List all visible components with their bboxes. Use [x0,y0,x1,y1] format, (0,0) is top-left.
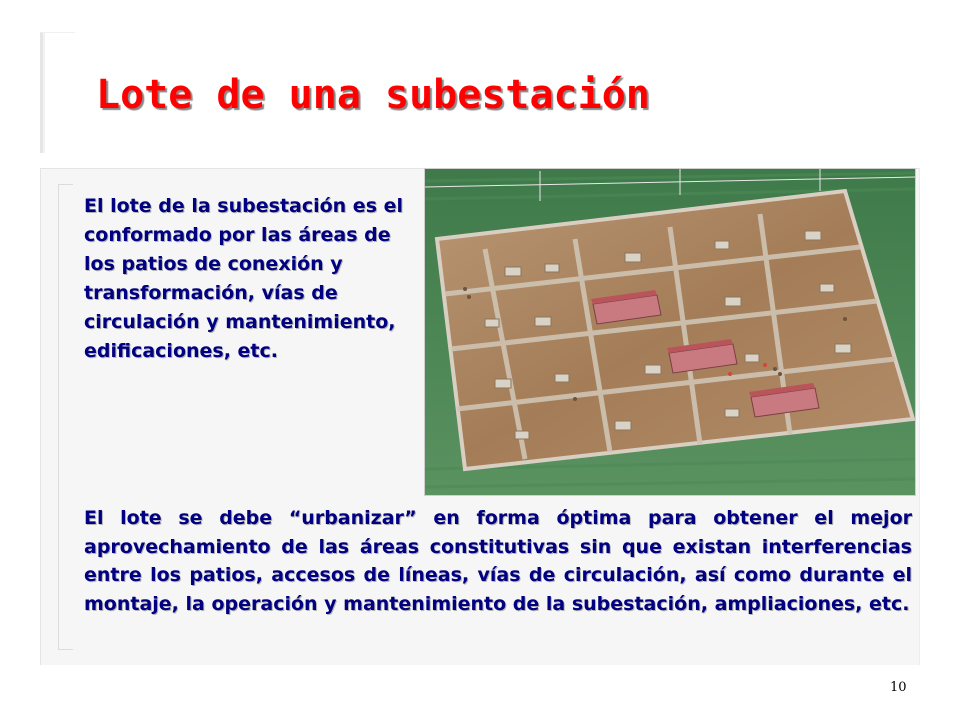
urbanization-paragraph: El lote se debe “urbanizar” en forma óptima para obtener el mejor aprovechamiento de las áreas constitutivas sin que existan interferencias entre los patios, accesos de líneas, vías de circulación, así como durante el montaje, la operación y mantenimiento de la subestación, ampliaciones, etc. [84,507,912,615]
accent-bar [40,32,75,153]
substation-aerial-photo-drawing [425,169,916,496]
page-number: 10 [890,680,907,695]
substation-aerial-photo [424,168,916,496]
content-frame [58,184,73,650]
slide-title: Lote de una subestación [96,72,650,118]
intro-paragraph: El lote de la subestación es el conformado por las áreas de los patios de conexión y transformación, vías de circulación y mantenimiento, edificaciones, etc. [84,195,404,362]
